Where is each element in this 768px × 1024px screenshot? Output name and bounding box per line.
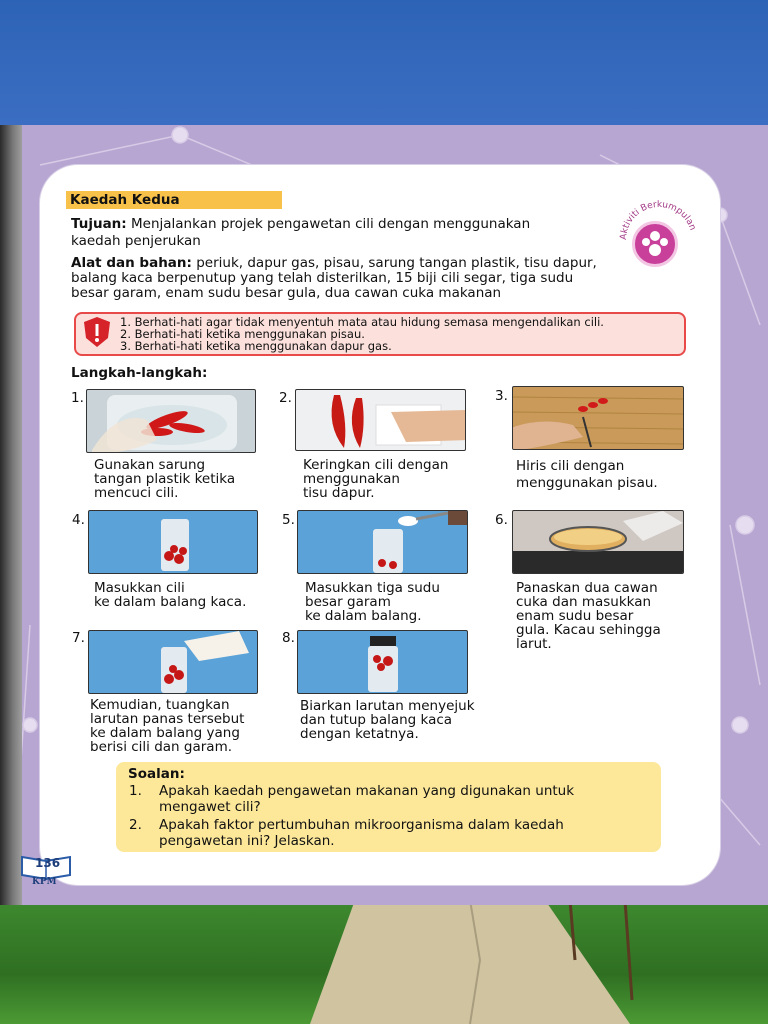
- background-sky: [0, 0, 768, 125]
- question-number: 2.: [129, 817, 142, 833]
- materials-text: periuk, dapur gas, pisau, sarung tangan plastik, tisu dapur,: [196, 255, 597, 271]
- warning-item: 3. Berhati-hati ketika menggunakan dapur gas.: [120, 339, 392, 353]
- step-number: 2.: [279, 390, 292, 406]
- step-photo-heating-vinegar: [512, 510, 684, 574]
- step-caption: Panaskan dua cawan cuka dan masukkan enam sudu besar gula. Kacau sehingga larut.: [516, 580, 661, 652]
- materials-text-3: besar garam, enam sudu besar gula, dua cawan cuka makanan: [71, 285, 502, 301]
- steps-heading: Langkah-langkah:: [71, 365, 208, 381]
- questions-label: Soalan:: [128, 766, 185, 782]
- step-caption: Masukkan cili ke dalam balang kaca.: [94, 580, 247, 610]
- section-title-bar: [66, 191, 281, 209]
- step-photo-washing-chilli: [86, 389, 256, 453]
- step-number: 3.: [495, 388, 508, 404]
- title-stripe: [272, 191, 275, 209]
- step-caption: Keringkan cili dengan menggunakan tisu dapur.: [303, 457, 449, 501]
- step-caption: Masukkan tiga sudu besar garam ke dalam balang.: [305, 580, 440, 624]
- objective-line: [71, 217, 616, 232]
- step-photo-pouring-solution: [88, 630, 258, 694]
- warning-item: 2. Berhati-hati ketika menggunakan pisau.: [120, 327, 365, 341]
- objective-text: Menjalankan projek pengawetan cili dengan menggunakan: [131, 216, 531, 232]
- step-photo-adding-salt: [297, 510, 468, 574]
- materials-line: [71, 256, 711, 271]
- materials-label: Alat dan bahan:: [71, 255, 192, 271]
- step-number: 8.: [282, 630, 295, 646]
- page-number-badge: [20, 853, 72, 889]
- question-1-cont: mengawet cili?: [159, 799, 261, 815]
- section-title: Kaedah Kedua: [70, 192, 180, 208]
- step-photo-sealed-jar: [297, 630, 468, 694]
- step-photo-drying-chilli: [295, 389, 466, 451]
- question-1: Apakah kaedah pengawetan makanan yang digunakan untuk: [159, 783, 575, 799]
- step-caption: Hiris cili dengan menggunakan pisau.: [516, 458, 658, 491]
- step-caption: Biarkan larutan menyejuk dan tutup balang kaca dengan ketatnya.: [300, 698, 475, 742]
- question-2: Apakah faktor pertumbuhan mikroorganisma dalam kaedah: [159, 817, 564, 833]
- warning-item: 1. Berhati-hati agar tidak menyentuh mata atau hidung semasa mengendalikan cili.: [120, 315, 604, 329]
- step-photo-chilli-in-jar: [88, 510, 258, 574]
- warning-shield-icon: [82, 316, 112, 348]
- page-number: 136: [35, 856, 61, 870]
- step-caption: Gunakan sarung tangan plastik ketika mencuci cili.: [94, 457, 236, 501]
- objective-label: Tujuan:: [71, 216, 127, 232]
- question-2-cont: pengawetan ini? Jelaskan.: [159, 833, 335, 849]
- background-path: [0, 900, 768, 1024]
- question-number: 1.: [129, 783, 142, 799]
- materials-text-2: balang kaca berpenutup yang telah disterilkan, 15 biji cili segar, tiga sudu: [71, 270, 574, 286]
- step-number: 4.: [72, 512, 85, 528]
- publisher-label: KPM: [32, 877, 57, 887]
- objective-text-2: kaedah penjerukan: [71, 233, 201, 249]
- step-number: 7.: [72, 630, 85, 646]
- book-spine: [0, 125, 22, 905]
- step-photo-slicing-chilli: [512, 386, 684, 450]
- step-number: 6.: [495, 512, 508, 528]
- step-caption: Kemudian, tuangkan larutan panas tersebut ke dalam balang yang berisi cili dan garam.: [90, 697, 245, 755]
- badge-label: Aktiviti Berkumpulan: [618, 199, 698, 241]
- step-number: 5.: [282, 512, 295, 528]
- title-stripe: [279, 191, 282, 209]
- step-number: 1.: [71, 390, 84, 406]
